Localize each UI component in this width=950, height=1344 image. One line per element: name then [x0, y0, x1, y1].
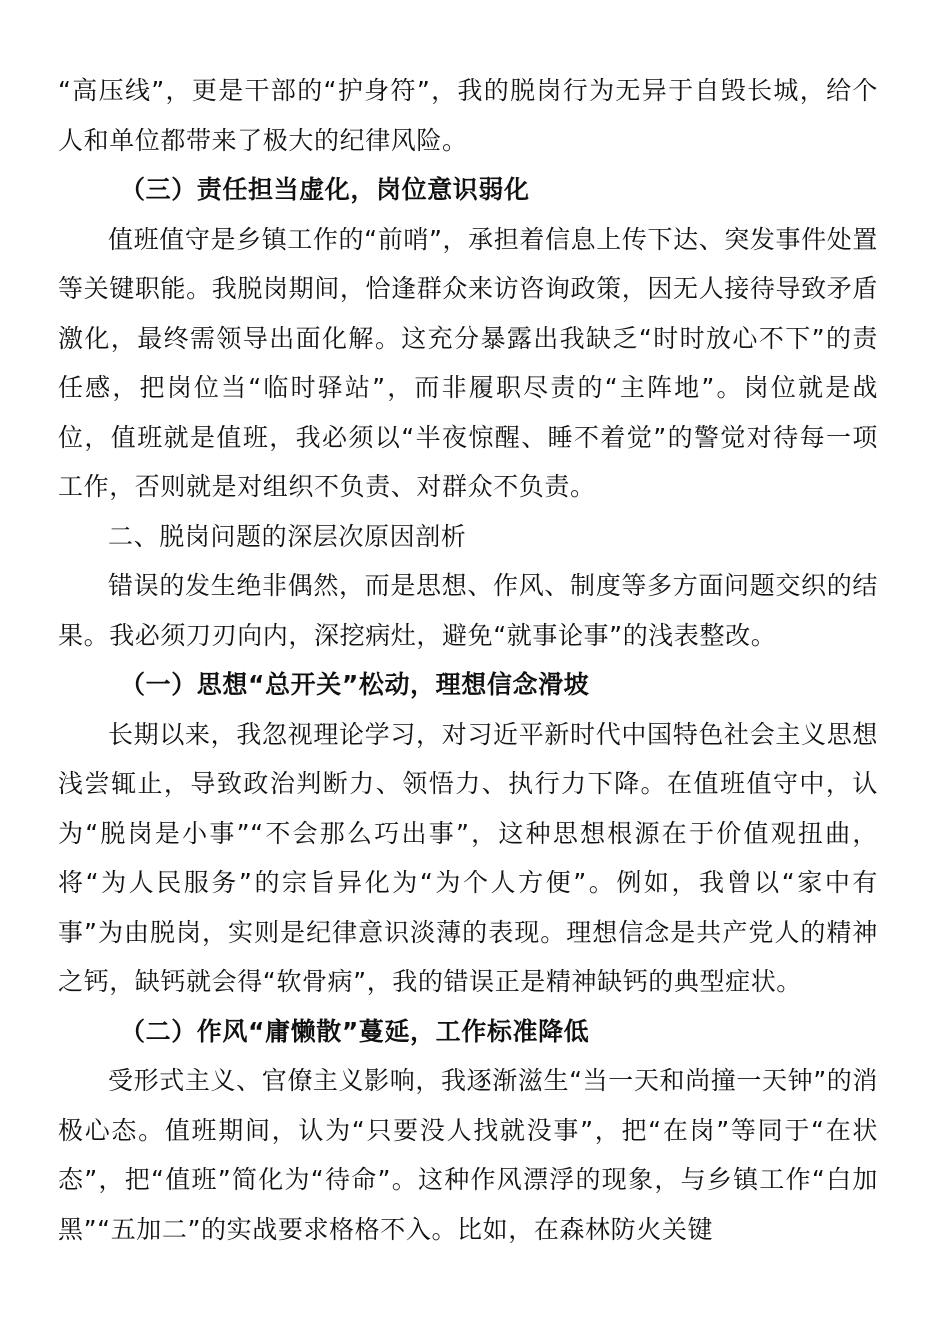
paragraph-continued: “高压线”，更是干部的“护身符”，我的脱岗行为无异于自毁长城，给个人和单位都带来了极大的纪律风险。: [58, 76, 878, 155]
document-body: [58, 66, 878, 1254]
subheading-responsibility: （三）责任担当虚化，岗位意识弱化: [120, 175, 530, 204]
subheading-ideology: （一）思想“总开关”松动，理想信念滑坡: [120, 670, 590, 699]
paragraph-work-style: 受形式主义、官僚主义影响，我逐渐滋生“当一天和尚撞一天钟”的消极心态。值班期间，认为“只要没人找就没事”，把“在岗”等同于“在状态”，把“值班”简化为“待命”。这种作风漂浮的现象，与乡镇工作“白加黑”“五加二”的实战要求格格不入。比如，在森林防火关键: [58, 1066, 878, 1244]
section-heading-root-causes: 二、脱岗问题的深层次原因剖析: [108, 521, 467, 551]
paragraph-ideology: 长期以来，我忽视理论学习，对习近平新时代中国特色社会主义思想浅尝辄止，导致政治判断力、领悟力、执行力下降。在值班值守中，认为“脱岗是小事”“不会那么巧出事”，这种思想根源在于价值观扭曲，将“为人民服务”的宗旨异化为“为个人方便”。例如，我曾以“家中有事”为由脱岗，实则是纪律意识淡薄的表现。理想信念是共产党人的精神之钙，缺钙就会得“软骨病”，我的错误正是精神缺钙的典型症状。: [58, 719, 878, 996]
paragraph-duty-post: 值班值守是乡镇工作的“前哨”，承担着信息上传下达、突发事件处置等关键职能。我脱岗期间，恰逢群众来访咨询政策，因无人接待导致矛盾激化，最终需领导出面化解。这充分暴露出我缺乏“时时放心不下”的责任感，把岗位当“临时驿站”，而非履职尽责的“主阵地”。岗位就是战位，值班就是值班，我必须以“半夜惊醒、睡不着觉”的警觉对待每一项工作，否则就是对组织不负责、对群众不负责。: [58, 224, 878, 501]
subheading-work-style: （二）作风“庸懒散”蔓延，工作标准降低: [120, 1016, 590, 1046]
paragraph-causes-intro: 错误的发生绝非偶然，而是思想、作风、制度等多方面问题交织的结果。我必须刀刃向内，深挖病灶，避免“就事论事”的浅表整改。: [58, 571, 878, 650]
